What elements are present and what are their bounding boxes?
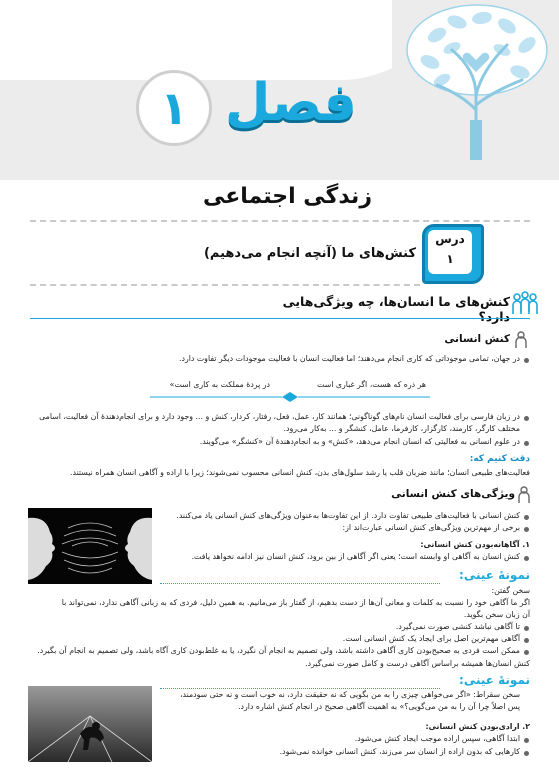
careful-label: دقت کنیم که:	[469, 454, 530, 464]
diamond-ornament	[150, 392, 430, 402]
verse-right: هر ذره که هست، اگر غباری است	[317, 380, 426, 389]
person-icon	[516, 486, 532, 504]
bullet	[524, 515, 529, 520]
section-underline	[30, 318, 530, 319]
bullet	[524, 416, 529, 421]
bullet	[524, 751, 529, 756]
bullet	[524, 358, 529, 363]
bullet	[524, 527, 529, 532]
divider	[30, 284, 420, 286]
paragraph: کنش انسانی با فعالیت‌های طبیعی تفاوت دارد. از این تفاوت‌ها به‌عنوان ویژگی‌های کنش انسانی یاد می‌کنند.	[176, 511, 520, 520]
paragraph: در زبان فارسی برای فعالیت انسان نام‌های گوناگونی؛ همانند کار، عمل، فعل، رفتار، کردار، کنش و ... وجود دارد و برای انجام‌دهندهٔ آن فعالیت، اسامی	[39, 412, 520, 421]
lesson-number: ۱	[446, 252, 454, 266]
paragraph: مختلف کارگر، کارمند، کارگزار، کارفرما، عامل، کنشگر و ... به‌کار می‌رود.	[283, 424, 520, 433]
runner-image	[28, 686, 152, 762]
subhead-feature1: ۱. آگاهانه‌بودن کنش انسانی:	[420, 540, 530, 549]
paragraph: فعالیت‌های طبیعی انسان؛ مانند ضربان قلب یا رشد سلول‌های بدن، کنش انسانی محسوب نمی‌شوند؛ زیرا با اراده و آگاهی انسان همراه نیستند.	[70, 468, 530, 477]
lesson-title: کنش‌های ما (آنچه انجام می‌دهیم)	[203, 246, 416, 261]
people-icon	[510, 290, 540, 316]
divider	[30, 220, 530, 222]
verse-left: در پردهٔ مملکت به کاری است»	[169, 380, 270, 389]
paragraph: پس اصلاً چرا آن را به من می‌گویی؟» به اهمیت آگاهی صحیح در انجام کنش اشاره دارد.	[238, 702, 520, 711]
paragraph: در علوم انسانی به فعالیتی که انسان انجام می‌دهد، «کنش» و به انجام‌دهندهٔ آن «کنشگر» می‌گویند.	[199, 437, 520, 446]
paragraph: کنش انسان به آگاهی او وابسته است؛ یعنی اگر آگاهی از بین برود، کنش انسان نیز ادامه نخواهد یافت.	[191, 552, 520, 561]
person-icon	[513, 331, 529, 349]
page-title: زندگی اجتماعی	[202, 184, 372, 209]
lesson-label: درس	[435, 232, 465, 246]
dotted-divider	[160, 583, 440, 584]
paragraph: کارهایی که بدون اراده از انسان سر می‌زند، کنش انسانی خوانده نمی‌شود.	[279, 747, 520, 756]
example-label: نمونهٔ عینی:	[459, 673, 530, 687]
paragraph: سخن گفتن:	[491, 586, 530, 595]
chapter-word: فصل	[225, 73, 357, 133]
bullet	[524, 638, 529, 643]
chapter-number: ۱	[159, 81, 189, 135]
paragraph: ابتدا آگاهی، سپس اراده موجب ایجاد کنش می‌شود.	[354, 734, 520, 743]
faces-image	[28, 508, 152, 584]
paragraph: آن زبان سخن بگوید.	[463, 610, 530, 619]
subhead-features: ویژگی‌های کنش انسانی	[391, 488, 515, 500]
paragraph: برخی از مهم‌ترین ویژگی‌های کنش انسانی عبارت‌اند از:	[342, 523, 520, 532]
subhead-feature2: ۲. ارادی‌بودن کنش انسانی:	[425, 722, 530, 731]
paragraph: کنش انسان‌ها همیشه براساس آگاهی درست و کامل صورت نمی‌گیرد.	[305, 659, 530, 668]
example-label: نمونهٔ عینی:	[459, 568, 530, 582]
paragraph: تا آگاهی نباشد کنشی صورت نمی‌گیرد.	[395, 622, 520, 631]
paragraph: سخن سقراط: «اگر می‌خواهی چیزی را به من بگویی که نه حقیقت دارد، نه خوب است و نه حتی سودمند،	[180, 690, 520, 699]
subhead-human-action: کنش انسانی	[444, 333, 510, 345]
paragraph: اگر ما آگاهی خود را نسبت به کلمات و معانی آن‌ها از دست بدهیم، از گفتار باز می‌مانیم. به همین دلیل، فردی که به زبانی آگاهی ندارد، نمی‌تواند با	[61, 598, 530, 607]
paragraph: در جهان، تمامی موجوداتی که کاری انجام می‌دهند؛ اما فعالیت انسان با فعالیت موجودات دیگر تفاوت دارد.	[179, 354, 520, 363]
bullet	[524, 738, 529, 743]
section-heading: کنش‌های ما انسان‌ها، چه ویژگی‌هایی دارد؟	[282, 294, 510, 324]
paragraph: آگاهی مهم‌ترین اصل برای ایجاد یک کنش انسانی است.	[342, 634, 520, 643]
bullet	[524, 556, 529, 561]
bullet	[524, 650, 529, 655]
paragraph: ممکن است فردی به صحیح‌بودن کاری آگاهی داشته باشد، ولی تصمیم به انجام آن نگیرد، یا به غلط‌بودن کاری آگاه باشد، ولی تصمیم به انجام آن بگیرد.	[37, 646, 520, 655]
bullet	[524, 441, 529, 446]
bullet	[524, 626, 529, 631]
tree-illustration	[392, 0, 559, 160]
